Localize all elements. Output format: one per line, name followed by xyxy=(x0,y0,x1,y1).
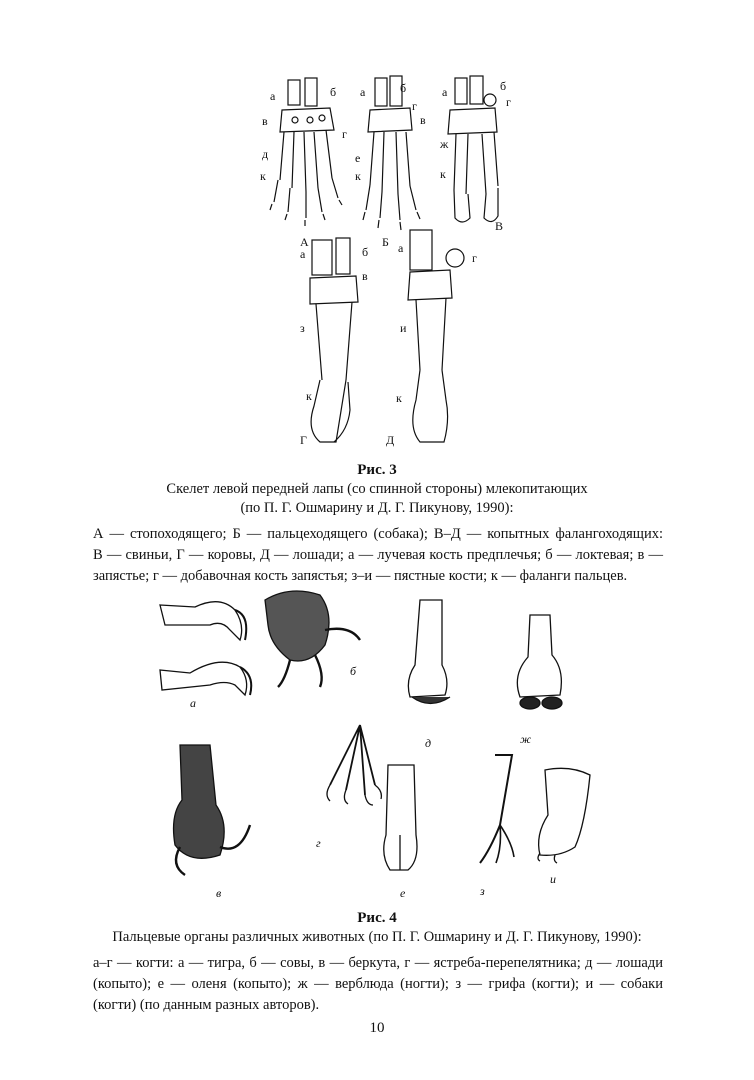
label-a: а xyxy=(398,241,404,255)
page-number: 10 xyxy=(369,1020,385,1036)
dog-foot-i xyxy=(538,768,590,863)
label-a: а xyxy=(270,89,276,103)
label-v: в xyxy=(362,269,368,283)
legend-line: В — свиньи, Г — коровы, Д — лошади; а — лучевая кость предплечья; б — локтевая; в — xyxy=(93,547,663,563)
figure-4-caption-line-1: Пальцевые органы различных животных (по П. Г. Ошмарину и Д. Г. Пикунову, 1990): xyxy=(112,929,642,945)
label-i: и xyxy=(550,872,556,886)
legend-line: запястье; г — добавочная кость запястья; з–и — пястные кости; к — фаланги пальцев. xyxy=(93,568,628,584)
label-a: а xyxy=(300,247,306,261)
owl-foot-b xyxy=(265,591,360,687)
label-a: а xyxy=(360,85,366,99)
label-g: г xyxy=(472,251,477,265)
vulture-foot-z xyxy=(480,755,514,863)
figure-4-title: Рис. 4 xyxy=(357,910,397,926)
label-g: г xyxy=(316,836,321,850)
label-a: а xyxy=(442,85,448,99)
legend-line: (когти) (по данным разных авторов). xyxy=(93,997,320,1013)
figure-3-legend xyxy=(93,524,663,587)
letter-a: А xyxy=(300,235,309,249)
figure-4-claws-drawing xyxy=(150,585,610,905)
camel-foot-zh xyxy=(517,615,562,709)
letter-b: Б xyxy=(382,235,389,249)
label-k: к xyxy=(440,167,446,181)
paw-skeleton-v xyxy=(448,76,498,222)
label-e: е xyxy=(400,886,406,900)
letter-g: Г xyxy=(300,433,307,447)
letter-d: Д xyxy=(386,433,395,447)
label-k: к xyxy=(396,391,402,405)
label-zh: ж xyxy=(520,732,532,746)
leg-skeleton-d xyxy=(408,230,464,442)
paw-skeleton-a xyxy=(270,78,342,226)
label-e: е xyxy=(355,151,361,165)
legend-line: а–г — когти: а — тигра, б — совы, в — беркута, г — ястреба-перепелятника; д — лошади xyxy=(93,955,663,971)
figure-3-caption-line-2: (по П. Г. Ошмарину и Д. Г. Пикунову, 1990): xyxy=(240,500,514,516)
label-v: в xyxy=(420,113,426,127)
label-g: г xyxy=(412,99,417,113)
legend-line: А — стопоходящего; Б — пальцеходящего (собака); В–Д — копытных фалангоходящих: xyxy=(93,526,663,542)
leg-skeleton-g xyxy=(310,238,358,442)
label-z: з xyxy=(480,884,485,898)
figure-3-caption-line-1: Скелет левой передней лапы (со спинной стороны) млекопитающих xyxy=(166,481,588,497)
eagle-foot-v xyxy=(174,745,250,875)
label-k: к xyxy=(260,169,266,183)
label-b: б xyxy=(330,85,337,99)
label-v: в xyxy=(262,114,268,128)
label-v: в xyxy=(216,886,222,900)
tiger-claws-a xyxy=(160,602,251,695)
figure-4-legend xyxy=(93,953,663,1016)
figure-3-skeleton-drawing xyxy=(250,70,530,460)
label-z: з xyxy=(300,321,305,335)
label-g: г xyxy=(506,95,511,109)
legend-line: (копыто); е — оленя (копыто); ж — верблюда (ногти); з — грифа (когти); и — собаки xyxy=(93,976,663,992)
label-d: д xyxy=(262,147,269,161)
horse-hoof-d xyxy=(408,600,450,704)
label-k: к xyxy=(355,169,361,183)
label-b: б xyxy=(362,245,369,259)
label-a: а xyxy=(190,696,196,710)
label-b: б xyxy=(400,81,407,95)
label-b: б xyxy=(500,79,507,93)
label-d: д xyxy=(425,736,432,750)
label-zh: ж xyxy=(440,137,449,151)
figure-3-title: Рис. 3 xyxy=(357,462,397,478)
deer-hoof-e xyxy=(384,765,417,870)
label-k: к xyxy=(306,389,312,403)
letter-v: В xyxy=(495,219,504,233)
label-b: б xyxy=(350,664,357,678)
hawk-foot-g xyxy=(327,725,381,805)
label-g: г xyxy=(342,127,347,141)
label-i: и xyxy=(400,321,407,335)
